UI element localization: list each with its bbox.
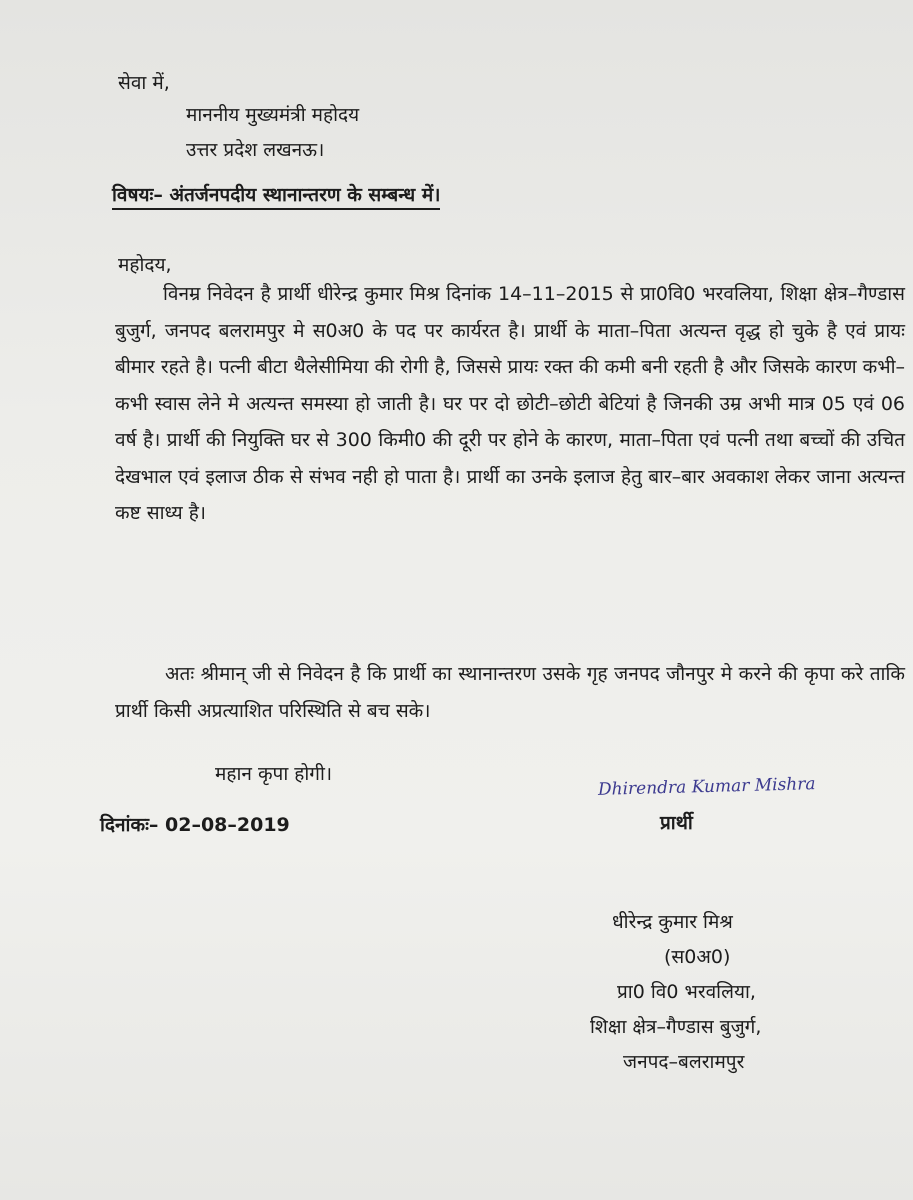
letter-date: दिनांकः– 02–08–2019	[100, 814, 290, 836]
applicant-label: प्रार्थी	[660, 812, 693, 834]
sender-district: जनपद–बलरामपुर	[623, 1051, 745, 1073]
address-to: सेवा में,	[118, 72, 170, 94]
sender-name: धीरेन्द्र कुमार मिश्र	[612, 911, 733, 933]
addressee-line-2: उत्तर प्रदेश लखनऊ।	[186, 139, 325, 161]
subject-line: विषयः– अंतर्जनपदीय स्थानान्तरण के सम्बन्ध में।	[112, 186, 440, 210]
body-paragraph-2: अतः श्रीमान् जी से निवेदन है कि प्रार्थी का स्थानान्तरण उसके गृह जनपद जौनपुर मे करने की कृपा करे ताकि प्रार्थी किसी अप्रत्याशित परिस्थिति से बच सके।	[115, 663, 905, 722]
handwritten-signature: Dhirendra Kumar Mishra	[597, 774, 816, 800]
body-paragraph-1: विनम्र निवेदन है प्रार्थी धीरेन्द्र कुमार मिश्र दिनांक 14–11–2015 से प्रा0वि0 भरवलिया, शिक्षा क्षेत्र–गैण्डास बुजुर्ग, जनपद बलरामपुर मे स0अ0 के पद पर कार्यरत है। प्रार्थी के माता–पिता अत्यन्त वृद्ध हो चुके है एवं प्रायः बीमार रहते है। पत्नी बीटा थैलेसीमिया की रोगी है, जिससे प्रायः रक्त की कमी बनी रहती है और जिसके कारण कभी–कभी स्वास लेने मे अत्यन्त समस्या हो जाती है। घर पर दो छोटी–छोटी बेटियां है जिनकी उम्र अभी मात्र 05 एवं 06 वर्ष है। प्रार्थी की नियुक्ति घर से 300 किमी0 की दूरी पर होने के कारण, माता–पिता एवं पत्नी तथा बच्चों की उचित देखभाल एवं इलाज ठीक से संभव नही हो पाता है। प्रार्थी का उनके इलाज हेतु बार–बार अवकाश लेकर जाना अत्यन्त कष्ट साध्य है।	[115, 283, 905, 524]
addressee-line-1: माननीय मुख्यमंत्री महोदय	[186, 104, 360, 126]
sender-school: प्रा0 वि0 भरवलिया,	[617, 981, 756, 1003]
salutation: महोदय,	[118, 254, 172, 276]
sender-designation: (स0अ0)	[664, 946, 731, 968]
sender-block: शिक्षा क्षेत्र–गैण्डास बुजुर्ग,	[590, 1016, 762, 1038]
closing-line: महान कृपा होगी।	[215, 763, 333, 785]
